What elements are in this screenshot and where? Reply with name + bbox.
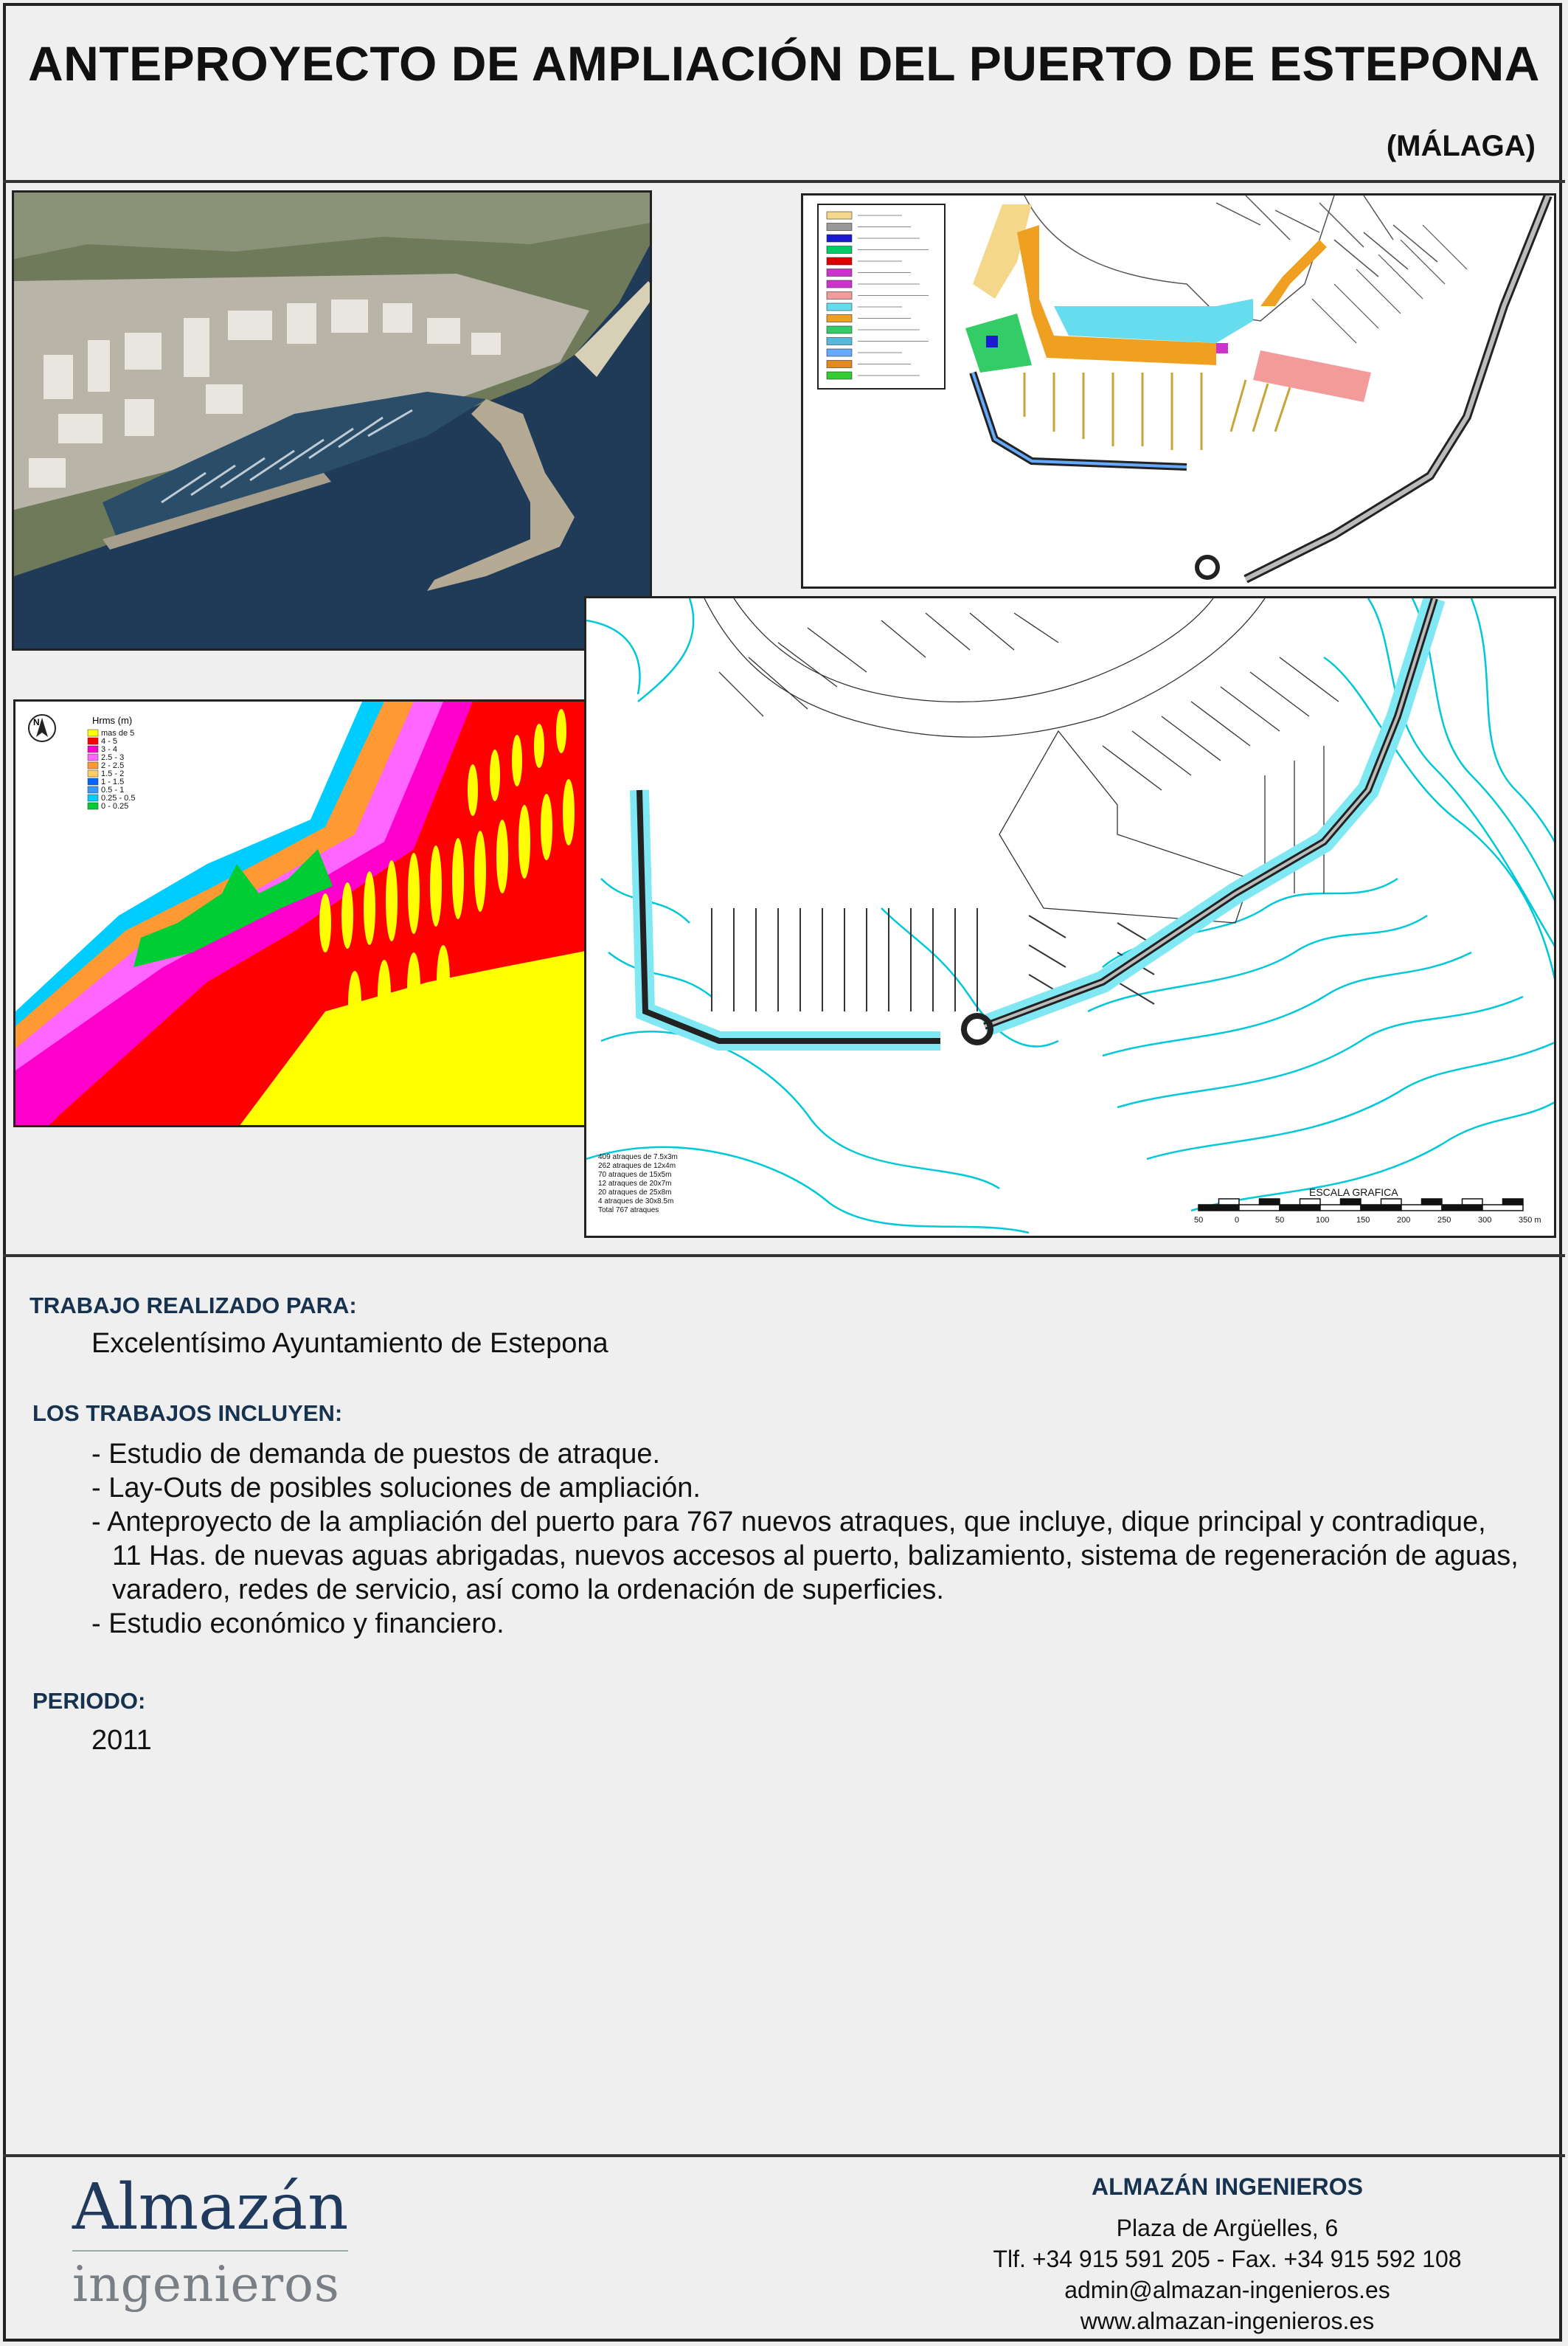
scale-segment bbox=[1198, 1205, 1239, 1211]
list-item: - Estudio de demanda de puestos de atraque. bbox=[91, 1439, 661, 1470]
legend-label: 3 - 4 bbox=[101, 745, 118, 754]
berth-table-row: 20 atraques de 25x8m bbox=[598, 1188, 672, 1197]
legend-swatch bbox=[88, 762, 98, 769]
scale-title: ESCALA GRAFICA bbox=[1309, 1186, 1398, 1198]
logo-subtitle: ingenieros bbox=[72, 2256, 340, 2313]
berth-table-row: 70 atraques de 15x5m bbox=[598, 1171, 672, 1179]
scale-tick-label: 200 bbox=[1397, 1216, 1411, 1225]
scale-tick-label: 250 bbox=[1437, 1216, 1451, 1225]
scale-tick-label: 300 bbox=[1478, 1216, 1492, 1225]
scale-tick-label: 50 bbox=[1194, 1216, 1204, 1225]
legend-swatch bbox=[827, 315, 852, 322]
legend-swatch bbox=[827, 280, 852, 288]
legend-swatch bbox=[827, 338, 852, 345]
divider bbox=[3, 180, 1565, 183]
scale-segment bbox=[1260, 1199, 1280, 1205]
layout-plan bbox=[801, 193, 1556, 589]
legend-label: 1 - 1.5 bbox=[101, 778, 125, 786]
company-address: Plaza de Argüelles, 6 bbox=[1116, 2215, 1339, 2241]
period-value: 2011 bbox=[91, 1725, 152, 1756]
legend-swatch bbox=[827, 246, 852, 254]
legend-swatch bbox=[827, 372, 852, 379]
list-item: - Estudio económico y financiero. bbox=[91, 1608, 504, 1639]
scale-segment bbox=[1422, 1199, 1443, 1205]
logo-wordmark: Almazán bbox=[72, 2170, 349, 2244]
legend-label: 4 - 5 bbox=[101, 737, 118, 746]
legend-swatch bbox=[88, 786, 98, 793]
legend-swatch bbox=[88, 738, 98, 744]
scale-segment bbox=[1239, 1205, 1280, 1211]
scale-segment bbox=[1482, 1205, 1523, 1211]
company-name: ALMAZÁN INGENIEROS bbox=[1092, 2173, 1363, 2200]
company-email[interactable]: admin@almazan-ingenieros.es bbox=[1064, 2277, 1390, 2303]
bathymetric-plan bbox=[584, 596, 1556, 1238]
client-label: TRABAJO REALIZADO PARA: bbox=[30, 1293, 357, 1318]
legend-label: 0 - 0.25 bbox=[101, 802, 129, 811]
legend-swatch bbox=[827, 292, 852, 300]
scale-segment bbox=[1463, 1199, 1483, 1205]
client-name: Excelentísimo Ayuntamiento de Estepona bbox=[91, 1328, 608, 1359]
page-subtitle: (MÁLAGA) bbox=[1386, 130, 1536, 162]
aerial-photo bbox=[12, 190, 652, 651]
logo-rule bbox=[72, 2250, 348, 2252]
legend-swatch bbox=[827, 257, 852, 265]
scale-segment bbox=[1280, 1205, 1320, 1211]
legend-label: 0.5 - 1 bbox=[101, 786, 125, 795]
scale-tick-label: 150 bbox=[1356, 1216, 1370, 1225]
legend-swatch bbox=[88, 778, 98, 785]
legend-label: 2.5 - 3 bbox=[101, 753, 125, 762]
legend-label: 0.25 - 0.5 bbox=[101, 794, 136, 803]
legend-swatch bbox=[88, 730, 98, 736]
legend-swatch bbox=[88, 754, 98, 761]
legend-swatch bbox=[827, 349, 852, 356]
berth-table-row: 12 atraques de 20x7m bbox=[598, 1180, 672, 1188]
legend-swatch bbox=[827, 361, 852, 368]
company-phone: Tlf. +34 915 591 205 - Fax. +34 915 592 108 bbox=[993, 2246, 1462, 2272]
legend-swatch bbox=[88, 770, 98, 777]
page-title: ANTEPROYECTO DE AMPLIACIÓN DEL PUERTO DE ESTEPONA bbox=[28, 36, 1540, 91]
wave-map bbox=[13, 699, 614, 1127]
berth-table-row: 4 atraques de 30x8.5m bbox=[598, 1197, 674, 1205]
legend-swatch bbox=[827, 269, 852, 277]
divider bbox=[3, 2154, 1565, 2157]
legend-swatch bbox=[827, 212, 852, 219]
legend-swatch bbox=[827, 326, 852, 333]
berth-table-row: Total 767 atraques bbox=[598, 1206, 659, 1214]
berth-table-row: 262 atraques de 12x4m bbox=[598, 1162, 676, 1170]
legend-swatch bbox=[827, 224, 852, 231]
wave-legend-title: Hrms (m) bbox=[92, 715, 133, 726]
north-label: N bbox=[33, 717, 40, 727]
legend-swatch bbox=[88, 803, 98, 809]
works-label: LOS TRABAJOS INCLUYEN: bbox=[32, 1400, 343, 1426]
legend-swatch bbox=[827, 235, 852, 242]
legend-label: 2 - 2.5 bbox=[101, 761, 125, 770]
list-item: - Lay-Outs de posibles soluciones de ampliación. bbox=[91, 1473, 701, 1504]
scale-segment bbox=[1381, 1199, 1402, 1205]
scale-tick-label: 350 m bbox=[1519, 1216, 1541, 1225]
works-list bbox=[91, 1437, 1522, 1641]
list-item: - Anteproyecto de la ampliación del puerto para 767 nuevos atraques, que incluye, dique principal y contradique, 11 Has. de nuevas aguas abrigadas, nuevos accesos al puerto, balizamiento, sistema de regeneración de aguas, varadero, redes de servicio, así como la ordenación de superficies. bbox=[91, 1506, 1519, 1605]
scale-segment bbox=[1300, 1199, 1321, 1205]
scale-segment bbox=[1361, 1205, 1401, 1211]
scale-segment bbox=[1503, 1199, 1524, 1205]
scale-tick-label: 100 bbox=[1316, 1216, 1330, 1225]
divider bbox=[3, 1254, 1565, 1257]
legend-label: mas de 5 bbox=[101, 729, 135, 738]
scale-tick-label: 0 bbox=[1235, 1216, 1240, 1225]
scale-tick-label: 50 bbox=[1275, 1216, 1285, 1225]
company-website[interactable]: www.almazan-ingenieros.es bbox=[1080, 2308, 1375, 2334]
scale-segment bbox=[1341, 1199, 1361, 1205]
scale-segment bbox=[1320, 1205, 1361, 1211]
scale-segment bbox=[1442, 1205, 1482, 1211]
scale-segment bbox=[1401, 1205, 1442, 1211]
legend-swatch bbox=[88, 795, 98, 801]
berth-table-row: 409 atraques de 7.5x3m bbox=[598, 1153, 678, 1161]
legend-swatch bbox=[88, 746, 98, 752]
period-label: PERIODO: bbox=[32, 1688, 146, 1714]
legend-label: 1.5 - 2 bbox=[101, 769, 125, 778]
legend-swatch bbox=[827, 303, 852, 311]
scale-segment bbox=[1219, 1199, 1240, 1205]
